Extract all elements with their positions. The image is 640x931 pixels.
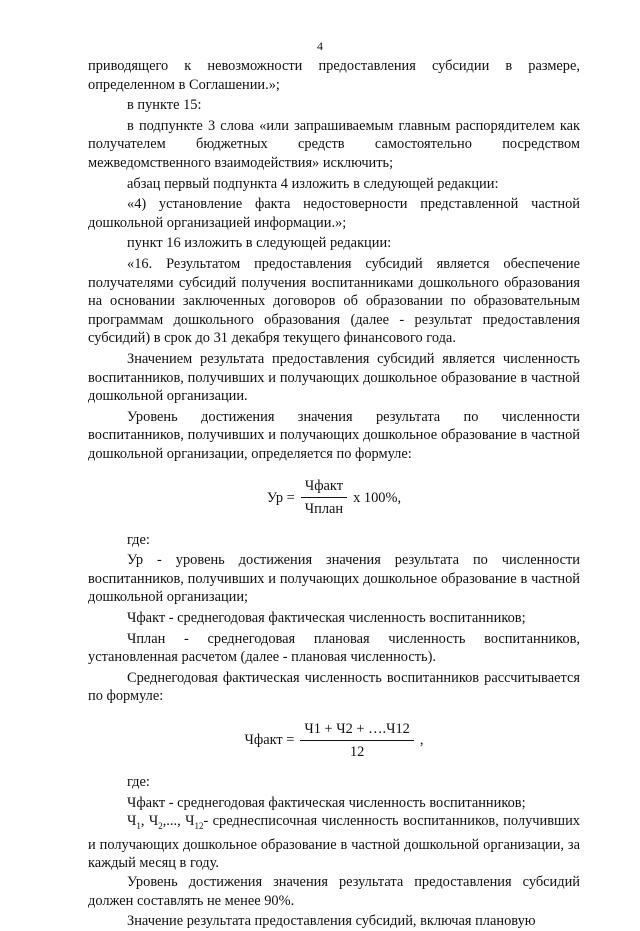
- paragraph: Чфакт - среднегодовая фактическая численность воспитанников;: [127, 794, 526, 811]
- paragraph: пункт 16 изложить в следующей редакции:: [127, 235, 392, 252]
- formula-level-rhs: x 100%,: [353, 489, 402, 506]
- paragraph: Значением результата предоставления субсидий является численность воспитанников, получивших и получающих дошкольное образование в частной дошкольной организации.: [88, 350, 580, 405]
- formula-average-denominator: 12: [349, 743, 365, 760]
- paragraph: Уровень достижения значения результата предоставления субсидий должен составлять не менее 90%.: [88, 874, 580, 909]
- text-section-c: [88, 773, 580, 812]
- paragraph: Среднегодовая фактическая численность воспитанников рассчитывается по формуле:: [88, 669, 580, 705]
- paragraph: где:: [127, 774, 150, 791]
- subscript-12: 12: [194, 821, 204, 832]
- paragraph: в подпункте 3 слова «или запрашиваемым главным распорядителем как получателем бюджетных средств самостоятельно посредством межведомственного взаимодействия» исключить;: [88, 117, 580, 171]
- formula-average-lhs: Чфакт =: [244, 732, 295, 749]
- page-number: 4: [317, 39, 323, 53]
- formula-average-rhs: ,: [419, 732, 424, 749]
- formula-level: [88, 477, 580, 518]
- subscript-2: 2: [158, 821, 163, 832]
- paragraph: Значение результата предоставления субсидий, включая плановую: [127, 913, 536, 930]
- paragraph: Чплан - среднегодовая плановая численность воспитанников, установленная расчетом (далее - плановая численность).: [88, 630, 580, 666]
- paragraph: Чфакт - среднегодовая фактическая численность воспитанников;: [127, 610, 526, 627]
- formula-level-fraction: [301, 477, 347, 518]
- paragraph: где:: [127, 531, 150, 548]
- text-section-a: [88, 57, 580, 463]
- formula-level-lhs: Ур =: [266, 489, 295, 506]
- paragraph: приводящего к невозможности предоставления субсидии в размере, определенном в Соглашении.»;: [88, 58, 580, 93]
- paragraph: Уровень достижения значения результата по численности воспитанников, получивших и получающих дошкольное образование в частной дошкольной организации, определяется по формуле:: [88, 408, 580, 462]
- paragraph: в пункте 15:: [127, 97, 202, 114]
- formula-level-denominator: Чплан: [304, 501, 344, 518]
- subscript-1: 1: [136, 821, 141, 832]
- monthly-symbol-1: Ч: [127, 813, 137, 830]
- monthly-counts-definition: - среднесписочная численность воспитанников, получивших и получающих дошкольное образование в частной дошкольной организации, за каждый месяц в году.: [88, 813, 580, 872]
- monthly-symbol-2: , Ч: [140, 813, 159, 830]
- paragraph-monthly-counts: [88, 812, 580, 873]
- formula-average-fraction: [300, 720, 413, 761]
- formula-average: [88, 720, 580, 761]
- paragraph: «4) установление факта недостоверности представленной частной дошкольной организацией информации.»;: [88, 196, 580, 231]
- paragraph: «16. Результатом предоставления субсидий является обеспечение получателями субсидий получения воспитанниками дошкольного образования на основании заключенных договоров об образовании по образовательным программам дошкольного образования (далее - результат предоставления субсидий) в срок до 31 декабря текущего финансового года.: [88, 255, 580, 347]
- monthly-symbol-12: ,..., Ч: [162, 813, 195, 830]
- text-section-b: [88, 531, 580, 706]
- formula-level-numerator: Чфакт: [301, 477, 347, 498]
- document-body: [88, 57, 580, 931]
- paragraph: абзац первый подпункта 4 изложить в следующей редакции:: [127, 175, 499, 192]
- text-section-d: [88, 873, 580, 931]
- formula-average-numerator: Ч1 + Ч2 + ….Ч12: [300, 720, 413, 741]
- paragraph: Ур - уровень достижения значения результата по численности воспитанников, получивших и получающих дошкольное образование в частной дошкольной организации;: [88, 552, 580, 606]
